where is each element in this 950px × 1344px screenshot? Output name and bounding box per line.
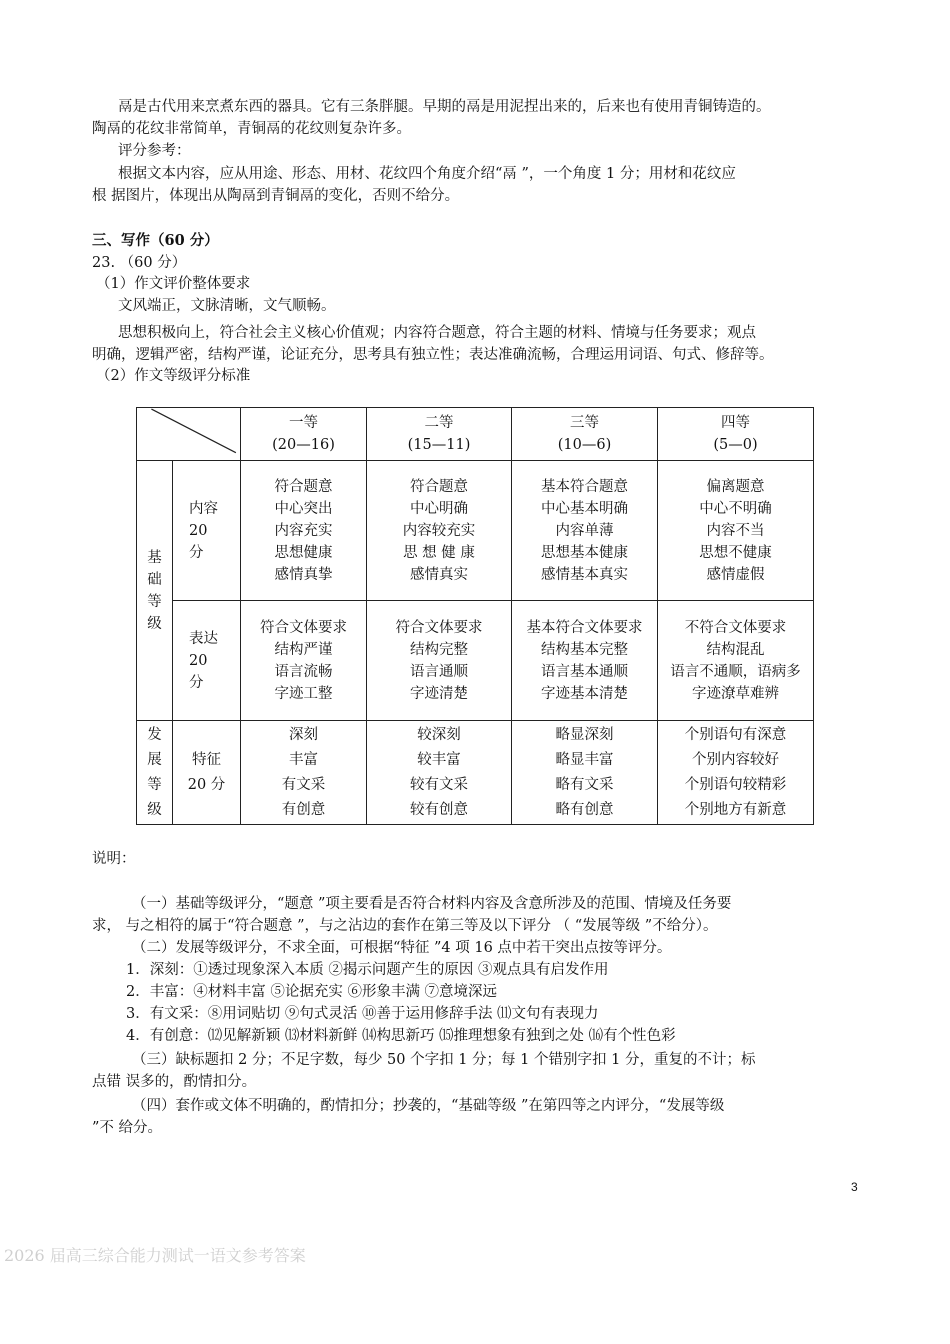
note-1-line-2: 求， 与之相符的属于“符合题意 ”，与之沾边的套作在第三等及以下评分 （ “发展等级 ”不给分）。 — [92, 918, 718, 934]
rubric-cell: 基本符合文体要求 结构基本完整 语言基本通顺 字迹基本清楚 — [512, 601, 658, 721]
feature-label: 特征 20 分 — [173, 721, 241, 825]
level-header — [241, 408, 367, 461]
rubric-cell: 偏离题意 中心不明确 内容不当 思想不健康 感情虚假 — [658, 461, 814, 601]
scoring-reference-line-2: 根 据图片，体现出从陶鬲到青铜鬲的变化，否则不给分。 — [92, 188, 460, 204]
level-range: (20—16) — [272, 437, 335, 453]
rubric-cell: 不符合文体要求 结构混乱 语言不通顺，语病多 字迹潦草难辨 — [658, 601, 814, 721]
scoring-reference-title: 评分参考： — [118, 143, 191, 159]
level-name: 二等 — [424, 415, 454, 431]
rubric-row-expression — [137, 601, 814, 721]
note-2-item-2: 2．丰富：④材料丰富 ⑤论据充实 ⑥形象丰满 ⑦意境深远 — [126, 984, 498, 1000]
level-range: (15—11) — [407, 437, 471, 453]
rubric-row-development — [137, 721, 814, 825]
question-23-label: 23. （60 分） — [92, 255, 187, 271]
level-header — [658, 408, 814, 461]
note-4-line-2: ”不 给分。 — [92, 1120, 163, 1136]
level-name: 四等 — [721, 415, 750, 431]
level-range: (10—6) — [557, 437, 612, 453]
grading-rubric-table — [136, 407, 814, 825]
level-header — [512, 408, 658, 461]
rubric-cell: 略显深刻 略显丰富 略有文采 略有创意 — [512, 721, 658, 825]
note-2-item-1: 1．深刻：①透过现象深入本质 ②揭示问题产生的原因 ③观点具有启发作用 — [126, 962, 609, 978]
note-2-item-3: 3．有文采：⑧用词贴切 ⑨句式灵活 ⑩善于运用修辞手法 ⑾文句有表现力 — [126, 1006, 599, 1022]
level-header — [367, 408, 512, 461]
rubric-cell: 符合文体要求 结构严谨 语言流畅 字迹工整 — [241, 601, 367, 721]
note-4-line-1: （四）套作或文体不明确的，酌情扣分；抄袭的，“基础等级 ”在第四等之内评分，“发展等级 — [132, 1098, 725, 1114]
section-heading-writing: 三、写作（60 分） — [92, 232, 219, 249]
requirement-1-para-2: 明确，逻辑严密，结构严谨，论证充分，思考具有独立性；表达准确流畅，合理运用词语、句式、修辞等。 — [92, 347, 774, 363]
note-1-line-1: （一）基础等级评分，“题意 ”项主要看是否符合材料内容及含意所涉及的范围、情境及任务要 — [132, 896, 732, 912]
note-3-line-2: 点错 误多的，酌情扣分。 — [92, 1074, 257, 1090]
requirement-1-para-1: 思想积极向上，符合社会主义核心价值观；内容符合题意，符合主题的材料、情境与任务要求；观点 — [118, 325, 756, 341]
note-2: （二）发展等级评分，不求全面，可根据“特征 ”4 项 16 点中若干突出点按等评分。 — [132, 940, 672, 956]
rubric-cell: 个别语句有深意 个别内容较好 个别语句较精彩 个别地方有新意 — [658, 721, 814, 825]
content-label: 内容 20 分 — [173, 461, 241, 601]
rubric-cell: 符合文体要求 结构完整 语言通顺 字迹清楚 — [367, 601, 512, 721]
level-name: 一等 — [289, 415, 318, 431]
rubric-cell: 较深刻 较丰富 较有文采 较有创意 — [367, 721, 512, 825]
notes-title: 说明： — [92, 851, 136, 867]
intro-line-1: 鬲是古代用来烹煮东西的器具。它有三条胖腿。早期的鬲是用泥捏出来的，后来也有使用青铜铸造的。 — [118, 99, 771, 115]
footer-watermark-text: 2026 届高三综合能力测试一语文参考答案 — [4, 1246, 306, 1265]
rubric-cell: 符合题意 中心明确 内容较充实 思 想 健 康 感情真实 — [367, 461, 512, 601]
rubric-header-row — [137, 408, 814, 461]
page-number: 3 — [851, 1180, 858, 1194]
development-level-label: 发 展 等 级 — [137, 721, 173, 825]
rubric-cell: 基本符合题意 中心基本明确 内容单薄 思想基本健康 感情基本真实 — [512, 461, 658, 601]
scoring-reference-line-1: 根据文本内容，应从用途、形态、用材、花纹四个角度介绍“鬲 ”，一个角度 1 分；用材和花纹应 — [118, 166, 736, 182]
rubric-corner-cell — [137, 408, 241, 461]
intro-line-2: 陶鬲的花纹非常简单，青铜鬲的花纹则复杂许多。 — [92, 121, 411, 137]
level-range: (5—0) — [713, 437, 758, 453]
rubric-cell: 深刻 丰富 有文采 有创意 — [241, 721, 367, 825]
diagonal-line — [137, 408, 240, 460]
level-name: 三等 — [570, 415, 599, 431]
expression-label: 表达 20 分 — [173, 601, 241, 721]
requirement-2-title: （2）作文等级评分标准 — [96, 368, 251, 384]
note-3-line-1: （三）缺标题扣 2 分；不足字数，每少 50 个字扣 1 分；每 1 个错别字扣 1 分，重复的不计；标 — [132, 1052, 756, 1068]
rubric-row-content — [137, 461, 814, 601]
note-2-item-4: 4．有创意：⑿见解新颖 ⒀材料新鲜 ⒁构思新巧 ⒂推理想象有独到之处 ⒃有个性色彩 — [126, 1028, 676, 1044]
basic-level-label: 基 础 等 级 — [137, 461, 173, 721]
requirement-1-line: 文风端正，文脉清晰，文气顺畅。 — [118, 298, 336, 314]
requirement-1-title: （1）作文评价整体要求 — [96, 276, 251, 292]
rubric-cell: 符合题意 中心突出 内容充实 思想健康 感情真挚 — [241, 461, 367, 601]
